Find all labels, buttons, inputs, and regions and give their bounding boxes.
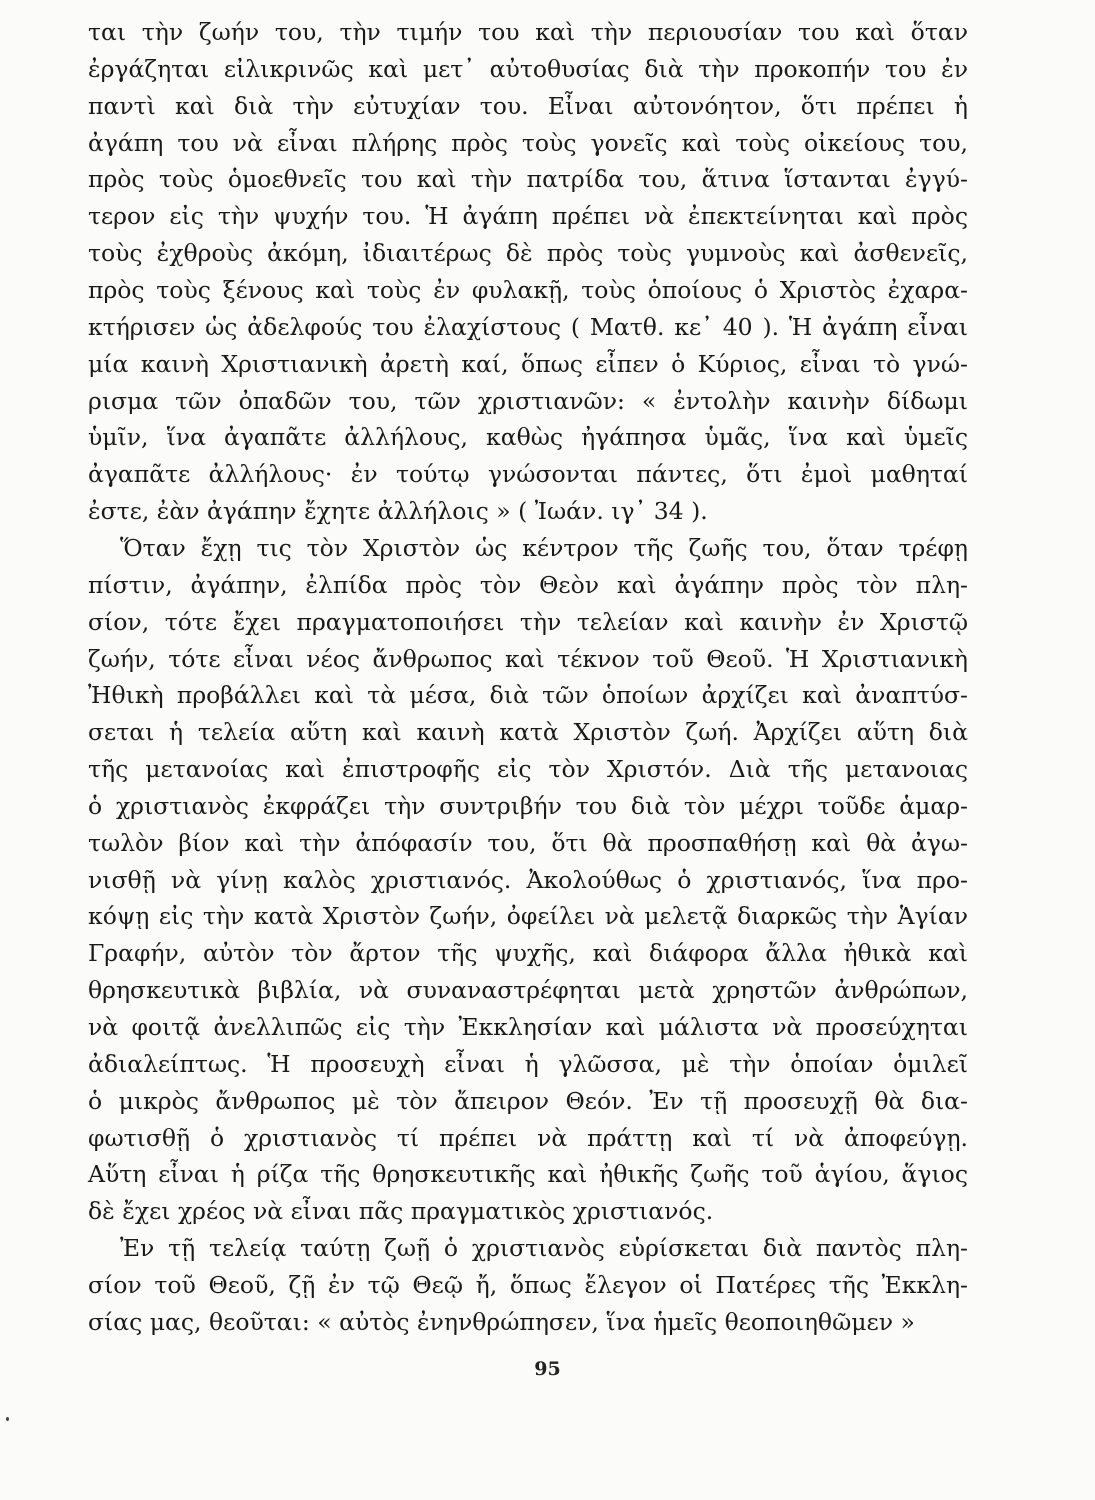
text-line: Ὅταν ἔχῃ τις τὸν Χριστὸν ὡς κέντρον τῆς ζωῆς του, ὅταν τρέφῃ [120, 533, 968, 562]
text-line: ζωήν, τότε εἶναι νέος ἄνθρωπος καὶ τέκνον τοῦ Θεοῦ. Ἡ Χριστιανικὴ [88, 644, 968, 673]
text-line: πρὸς τοὺς ὁμοεθνεῖς του καὶ τὴν πατρίδα του, ἅτινα ἵστανται ἐγγύ- [88, 165, 968, 194]
text-line: ἀδιαλείπτως. Ἡ προσευχὴ εἶναι ἡ γλῶσσα, μὲ τὴν ὁποίαν ὁμιλεῖ [88, 1049, 968, 1078]
text-line: τῆς μετανοίας καὶ ἐπιστροφῆς εἰς τὸν Χριστόν. Διὰ τῆς μετανοιας [88, 755, 968, 783]
text-line: δὲ ἔχει χρέος νὰ εἶναι πᾶς πραγματικὸς χριστιανός. [88, 1197, 714, 1226]
text-line: τωλὸν βίον καὶ τὴν ἀπόφασίν του, ὅτι θὰ προσπαθήσῃ καὶ θὰ ἀγω- [88, 828, 968, 857]
text-line: σίον, τότε ἔχει πραγματοποιήσει τὴν τελείαν καὶ καινὴν ἐν Χριστῷ [88, 607, 968, 636]
text-line: νὰ φοιτᾷ ἀνελλιπῶς εἰς τὴν Ἐκκλησίαν καὶ μάλιστα νὰ προσεύχηται [88, 1013, 968, 1041]
text-line: θρησκευτικὰ βιβλία, νὰ συναναστρέφηται μετὰ χρηστῶν ἀνθρώπων, [88, 976, 968, 1005]
text-line: ἀγαπᾶτε ἀλλήλους· ἐν τούτῳ γνώσονται πάντες, ὅτι ἐμοὶ μαθηταί [88, 460, 968, 489]
scan-speck [6, 1417, 9, 1421]
text-line: σεται ἡ τελεία αὕτη καὶ καινὴ κατὰ Χριστὸν ζωή. Ἀρχίζει αὕτη διὰ [88, 718, 968, 747]
text-line: κόψῃ εἰς τὴν κατὰ Χριστὸν ζωήν, ὀφείλει νὰ μελετᾷ διαρκῶς τὴν Ἁγίαν [88, 902, 968, 931]
text-line: ὑμῖν, ἵνα ἀγαπᾶτε ἀλλήλους, καθὼς ἠγάπησα ὑμᾶς, ἵνα καὶ ὑμεῖς [88, 423, 968, 452]
text-line: φωτισθῇ ὁ χριστιανὸς τί πρέπει νὰ πράττῃ καὶ τί νὰ ἀποφεύγῃ. [88, 1123, 968, 1152]
text-line: ὁ χριστιανὸς ἐκφράζει τὴν συντριβήν του διὰ τὸν μέχρι τοῦδε ἁμαρ- [88, 791, 968, 820]
text-line: Ἐν τῇ τελείᾳ ταύτῃ ζωῇ ὁ χριστιανὸς εὑρίσκεται διὰ παντὸς πλη- [120, 1234, 968, 1262]
text-line: τερον εἰς τὴν ψυχήν του. Ἡ ἀγάπη πρέπει νὰ ἐπεκτείνηται καὶ πρὸς [88, 202, 968, 231]
text-line: Ἠθικὴ προβάλλει καὶ τὰ μέσα, διὰ τῶν ὁποίων ἀρχίζει καὶ ἀναπτύσ- [88, 681, 968, 710]
text-line: νισθῇ νὰ γίνῃ καλὸς χριστιανός. Ἀκολούθως ὁ χριστιανός, ἵνα προ- [88, 865, 968, 894]
text-line: σίας μας, θεοῦται: « αὐτὸς ἐνηνθρώπησεν, ἵνα ἡμεῖς θεοποιηθῶμεν » [88, 1307, 915, 1336]
text-line: ρισμα τῶν ὀπαδῶν του, τῶν χριστιανῶν: « ἐντολὴν καινὴν δίδωμι [88, 386, 968, 415]
text-line: Γραφήν, αὐτὸν τὸν ἄρτον τῆς ψυχῆς, καὶ διάφορα ἄλλα ἠθικὰ καὶ [88, 939, 968, 968]
text-line: σίον τοῦ Θεοῦ, ζῇ ἐν τῷ Θεῷ ἤ, ὅπως ἔλεγον οἱ Πατέρες τῆς Ἐκκλη- [88, 1270, 968, 1299]
text-line: κτήρισεν ὡς ἀδελφούς του ἐλαχίστους ( Ματθ. κε᾽ 40 ). Ἡ ἀγάπη εἶναι [88, 312, 968, 341]
text-line: ὁ μικρὸς ἄνθρωπος μὲ τὸν ἄπειρον Θεόν. Ἐν τῇ προσευχῇ θὰ δια- [88, 1086, 968, 1115]
text-line: πίστιν, ἀγάπην, ἐλπίδα πρὸς τὸν Θεὸν καὶ ἀγάπην πρὸς τὸν πλη- [88, 570, 968, 599]
text-line: ἀγάπη του νὰ εἶναι πλήρης πρὸς τοὺς γονεῖς καὶ τοὺς οἰκείους του, [88, 128, 968, 157]
text-line: πρὸς τοὺς ξένους καὶ τοὺς ἐν φυλακῇ, τοὺς ὁποίους ὁ Χριστὸς ἐχαρα- [88, 275, 968, 304]
text-line: ἐργάζηται εἰλικρινῶς καὶ μετ᾽ αὐτοθυσίας διὰ τὴν προκοπήν του ἐν [88, 54, 968, 83]
text-line: ται τὴν ζωήν του, τὴν τιμήν του καὶ τὴν περιουσίαν του καὶ ὅταν [88, 18, 968, 46]
text-line: ἐστε, ἐὰν ἀγάπην ἔχητε ἀλλήλοις » ( Ἰωάν. ιγ᾽ 34 ). [88, 497, 708, 526]
page-number: 95 [534, 1358, 561, 1380]
text-line: παντὶ καὶ διὰ τὴν εὐτυχίαν του. Εἶναι αὐτονόητον, ὅτι πρέπει ἡ [88, 91, 968, 120]
text-line: Αὕτη εἶναι ἡ ρίζα τῆς θρησκευτικῆς καὶ ἠθικῆς ζωῆς τοῦ ἁγίου, ἅγιος [88, 1160, 968, 1189]
text-line: τοὺς ἐχθροὺς ἀκόμη, ἰδιαιτέρως δὲ πρὸς τοὺς γυμνοὺς καὶ ἀσθενεῖς, [88, 239, 968, 268]
text-line: μία καινὴ Χριστιανικὴ ἀρετὴ καί, ὅπως εἶπεν ὁ Κύριος, εἶναι τὸ γνώ- [88, 349, 968, 378]
